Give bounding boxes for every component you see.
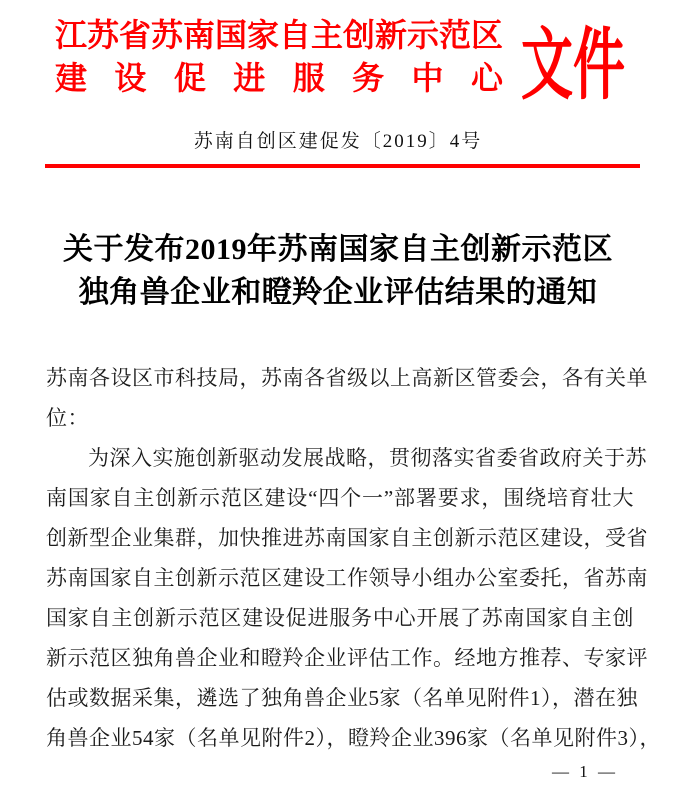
- document-body: [46, 358, 661, 758]
- body-line: 角兽企业54家（名单见附件2），瞪羚企业396家（名单见附件3），: [46, 726, 661, 750]
- body-line: 南国家自主创新示范区建设“四个一”部署要求，围绕培育壮大: [46, 486, 634, 510]
- body-line: 新示范区独角兽企业和瞪羚企业评估工作。经地方推荐、专家评: [46, 646, 648, 670]
- body-line: 国家自主创新示范区建设促进服务中心开展了苏南国家自主创: [46, 606, 634, 630]
- document-title-line1: 关于发布2019年苏南国家自主创新示范区: [63, 233, 613, 266]
- body-line: 位：: [46, 406, 89, 430]
- body-line: 苏南各设区市科技局，苏南各省级以上高新区管委会，各有关单: [46, 366, 648, 390]
- body-line: 苏南国家自主创新示范区建设工作领导小组办公室委托，省苏南: [46, 566, 648, 590]
- body-line: 估或数据采集，遴选了独角兽企业5家（名单见附件1），潜在独: [46, 686, 638, 710]
- document-title-line2: 独角兽企业和瞪羚企业评估结果的通知: [78, 276, 598, 309]
- red-divider: [45, 164, 640, 168]
- doc-type-label: 文件: [521, 23, 626, 109]
- body-line: 创新型企业集群，加快推进苏南国家自主创新示范区建设，受省: [46, 526, 648, 550]
- letterhead: [0, 0, 676, 109]
- org-name-line1: 江苏省苏南国家自主创新示范区: [55, 17, 504, 53]
- body-line: 为深入实施创新驱动发展战略，贯彻落实省委省政府关于苏: [88, 446, 647, 470]
- org-name-line2: 建设促进服务中心: [55, 60, 503, 96]
- page-number: — 1 —: [552, 762, 618, 781]
- doc-number: 苏南自创区建促发〔2019〕4号: [193, 131, 483, 152]
- issuing-org-name: [55, 14, 503, 100]
- document-title: [0, 228, 676, 314]
